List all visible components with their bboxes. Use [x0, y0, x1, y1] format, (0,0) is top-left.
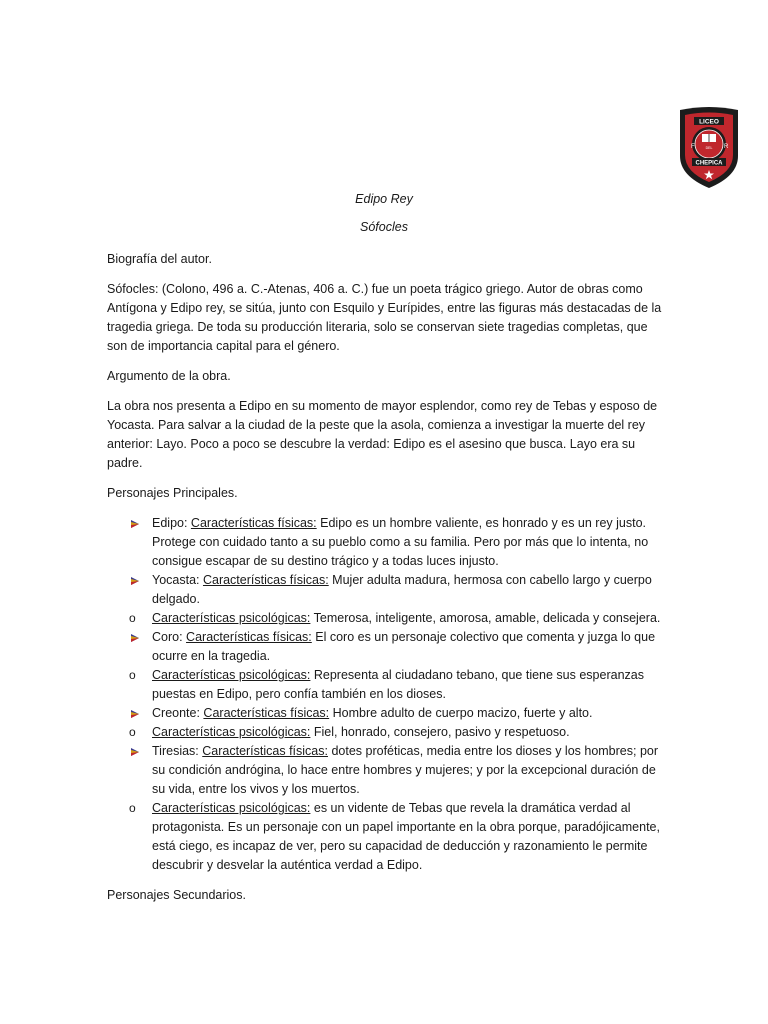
character-name: Tiresias:: [152, 744, 203, 758]
characteristics-label: Características físicas:: [203, 706, 330, 720]
characteristics-text: Fiel, honrado, consejero, pasivo y respetuoso.: [310, 725, 570, 739]
plot-heading: Argumento de la obra.: [107, 369, 231, 383]
arrow-bullet-icon: [129, 628, 143, 647]
characteristics-label: Características psicológicas:: [152, 611, 311, 625]
bio-paragraph: Sófocles: (Colono, 496 a. C.-Atenas, 406 a. C.) fue un poeta trágico griego. Autor de obras como Antígona y Edipo rey, se sitúa, junto con Esquilo y Eurípides, entre las figuras más destacadas de la tragedia griega. De toda su producción literaria, solo se conservan siete tragedias completas, que son de importancia capital para el género.: [107, 282, 662, 353]
character-name: Coro:: [152, 630, 187, 644]
character-item: [107, 609, 663, 628]
crest-top-text: LICEO: [699, 118, 719, 126]
character-item: [107, 514, 663, 571]
circle-bullet-icon: o: [129, 611, 136, 625]
crest-small-text: DEL: [705, 146, 713, 150]
character-item: [107, 666, 663, 704]
characters-list: [107, 514, 663, 875]
plot-paragraph: La obra nos presenta a Edipo en su momento de mayor esplendor, como rey de Tebas y esposo de Yocasta. Para salvar a la ciudad de la peste que la asola, comienza a investigar la muerte del rey anterior: Layo. Poco a poco se descubre la verdad: Edipo es el asesino que busca. Layo era su padre.: [107, 399, 658, 470]
arrow-bullet-icon: [129, 514, 143, 533]
main-characters-heading: Personajes Principales.: [107, 486, 238, 500]
crest-left-letter: F: [691, 144, 695, 150]
crest-right-letter: R: [724, 144, 729, 150]
characteristics-label: Características psicológicas:: [152, 668, 311, 682]
character-item: [107, 799, 663, 875]
characteristics-text: Hombre adulto de cuerpo macizo, fuerte y alto.: [329, 706, 593, 720]
character-name: Creonte:: [152, 706, 204, 720]
character-item: [107, 704, 663, 723]
secondary-characters-heading: Personajes Secundarios.: [107, 888, 246, 902]
character-name: Edipo:: [152, 516, 191, 530]
document-body: [107, 250, 663, 916]
characteristics-label: Características físicas:: [202, 573, 329, 587]
characteristics-label: Características psicológicas:: [152, 801, 311, 815]
characteristics-label: Características físicas:: [186, 630, 312, 644]
characteristics-text: es un vidente de Tebas que revela la dramática verdad al protagonista. Es un personaje con un papel importante en la obra porque, paradójicamente, está ciego, es incapaz de ver, pero su capacidad de deducción y razonamiento le permite descubrir y desvelar la auténtica verdad a Edipo.: [152, 801, 660, 872]
school-crest-logo: [674, 104, 744, 190]
document-author: Sófocles: [360, 220, 408, 234]
crest-bottom-text: CHEPICA: [695, 160, 723, 167]
character-item: [107, 723, 663, 742]
character-item: [107, 571, 663, 609]
circle-bullet-icon: o: [129, 801, 136, 815]
character-item: [107, 742, 663, 799]
characteristics-text: dotes proféticas, media entre los dioses y los hombres; por su condición andrógina, lo hace entre hombres y mujeres; y por la excepcional duración de su vida, entre los vivos y los muertos.: [152, 744, 659, 796]
arrow-bullet-icon: [129, 704, 143, 723]
characteristics-text: El coro es un personaje colectivo que comenta y juzga lo que ocurre en la tragedia.: [152, 630, 656, 663]
characteristics-text: Mujer adulta madura, hermosa con cabello largo y cuerpo delgado.: [152, 573, 652, 606]
circle-bullet-icon: o: [129, 725, 136, 739]
characteristics-label: Características físicas:: [190, 516, 317, 530]
document-title: Edipo Rey: [355, 192, 413, 206]
arrow-bullet-icon: [129, 742, 143, 761]
character-item: [107, 628, 663, 666]
characteristics-text: Edipo es un hombre valiente, es honrado y es un rey justo. Protege con cuidado tanto a su pueblo como a su familia. Pero por más que lo intenta, no consigue escapar de su destino trágico y a todas luces injusto.: [152, 516, 649, 568]
arrow-bullet-icon: [129, 571, 143, 590]
characteristics-label: Características psicológicas:: [152, 725, 311, 739]
circle-bullet-icon: o: [129, 668, 136, 682]
characteristics-text: Representa al ciudadano tebano, que tiene sus esperanzas puestas en Edipo, pero confía también en los dioses.: [152, 668, 644, 701]
characteristics-text: Temerosa, inteligente, amorosa, amable, delicada y consejera.: [310, 611, 661, 625]
bio-heading: Biografía del autor.: [107, 252, 212, 266]
character-name: Yocasta:: [152, 573, 203, 587]
characteristics-label: Características físicas:: [202, 744, 328, 758]
